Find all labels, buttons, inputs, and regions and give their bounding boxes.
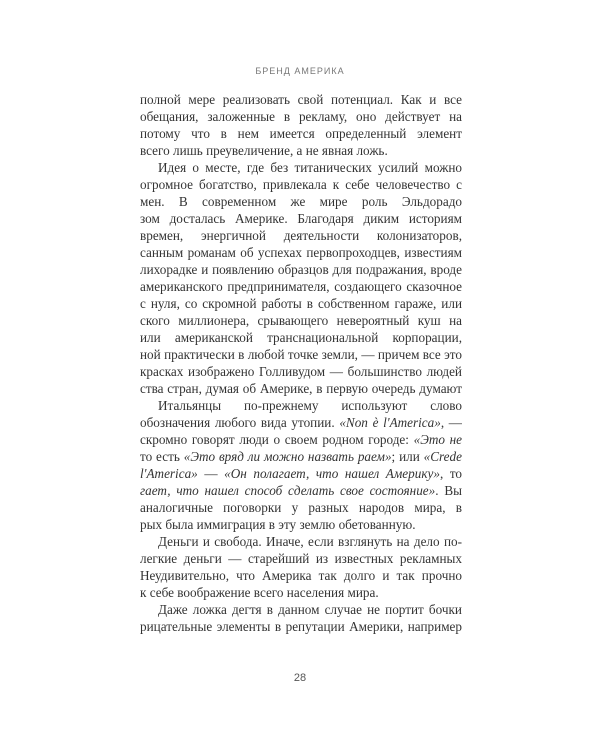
text-line bbox=[140, 159, 462, 176]
text-line bbox=[140, 244, 462, 261]
italic-quote: l'America» bbox=[140, 466, 198, 481]
text-line bbox=[140, 567, 462, 584]
text-line bbox=[140, 91, 462, 108]
text-segment: американского предпринимателя, создающего сказочное bbox=[140, 279, 462, 294]
text-segment: с нуля, со скромной работы в собственном гараже, или bbox=[140, 296, 462, 311]
text-segment: или американской транснациональной корпорации, bbox=[140, 330, 462, 345]
text-segment: ной практически в любой точке земли, — причем все это bbox=[140, 347, 462, 362]
text-segment: рицательные элементы в репутации Америки, например bbox=[140, 619, 462, 634]
text-segment: , — bbox=[440, 415, 462, 430]
text-line bbox=[140, 380, 462, 397]
text-segment: Итальянцы по-прежнему используют слово bbox=[158, 398, 462, 413]
text-line bbox=[140, 278, 462, 295]
italic-quote: «Это не bbox=[413, 432, 462, 447]
text-segment: аналогичные поговорки у разных народов мира, в bbox=[140, 500, 462, 515]
text-segment: к себе воображение всего населения мира. bbox=[140, 585, 379, 600]
text-line bbox=[140, 618, 462, 635]
italic-quote: гает, что нашел способ сделать свое состояние» bbox=[140, 483, 436, 498]
text-segment: Неудивительно, что Америка так долго и так прочно bbox=[140, 568, 462, 583]
text-line bbox=[140, 499, 462, 516]
page-number: 28 bbox=[293, 672, 307, 684]
text-segment: обещания, заложенные в рекламу, оно действует на bbox=[140, 109, 462, 124]
text-segment: санным романам об успехах первопроходцев, известиям bbox=[140, 245, 462, 260]
text-line bbox=[140, 125, 462, 142]
text-segment: ства стран, думая об Америке, в первую очередь думают bbox=[140, 381, 462, 396]
text-segment: зом досталась Америке. Благодаря диким историям bbox=[140, 211, 462, 226]
text-segment: красках изображено Голливудом — большинство людей bbox=[140, 364, 462, 379]
text-line bbox=[140, 329, 462, 346]
italic-quote: «Это вряд ли можно назвать раем» bbox=[183, 449, 392, 464]
text-line bbox=[140, 176, 462, 193]
text-line bbox=[140, 261, 462, 278]
text-line bbox=[140, 465, 462, 482]
text-line bbox=[140, 584, 462, 601]
text-segment: , то bbox=[439, 466, 462, 481]
text-line bbox=[140, 142, 462, 159]
text-segment: Идея о месте, где без титанических усилий можно bbox=[158, 160, 462, 175]
text-line bbox=[140, 193, 462, 210]
text-segment: . Вы bbox=[435, 483, 462, 498]
running-header: БРЕНД АМЕРИКА bbox=[255, 66, 345, 76]
text-segment: мен. В современном же мире роль Эльдорадо bbox=[140, 194, 462, 209]
text-line bbox=[140, 346, 462, 363]
text-line bbox=[140, 108, 462, 125]
text-segment: ского миллионера, срывающего невероятный куш на bbox=[140, 313, 462, 328]
text-line bbox=[140, 312, 462, 329]
italic-quote: «Non è l'America» bbox=[339, 415, 441, 430]
text-line bbox=[140, 482, 462, 499]
text-segment: потому что в нем имеется определенный элемент bbox=[140, 126, 462, 141]
text-line bbox=[140, 431, 462, 448]
text-segment: ; или bbox=[391, 449, 424, 464]
text-line bbox=[140, 210, 462, 227]
text-line bbox=[140, 448, 462, 465]
text-segment: огромное богатство, привлекала к себе человечество с bbox=[140, 177, 462, 192]
text-line bbox=[140, 414, 462, 431]
text-segment: обозначения любого вида утопии. bbox=[140, 415, 340, 430]
text-line bbox=[140, 550, 462, 567]
text-segment: — bbox=[197, 466, 225, 481]
text-segment: Даже ложка дегтя в данном случае не портит бочки bbox=[158, 602, 462, 617]
text-line bbox=[140, 601, 462, 618]
body-text bbox=[140, 91, 462, 635]
text-segment: полной мере реализовать свой потенциал. Как и все bbox=[140, 92, 462, 107]
text-segment: легкие деньги — старейший из известных рекламных bbox=[140, 551, 462, 566]
italic-quote: «Он полагает, что нашел Америку» bbox=[224, 466, 440, 481]
text-line bbox=[140, 295, 462, 312]
text-line bbox=[140, 533, 462, 550]
text-line bbox=[140, 397, 462, 414]
italic-quote: «Crede bbox=[423, 449, 462, 464]
text-segment: всего лишь преувеличение, а не явная ложь. bbox=[140, 143, 388, 158]
text-line bbox=[140, 363, 462, 380]
text-segment: времен, энергичной деятельности колонизаторов, bbox=[140, 228, 462, 243]
text-segment: скромно говорят люди о своем родном городе: bbox=[140, 432, 414, 447]
text-segment: рых была иммиграция в эту землю обетованную. bbox=[140, 517, 416, 532]
text-line bbox=[140, 227, 462, 244]
text-line bbox=[140, 516, 462, 533]
text-segment: лихорадке и появлению образцов для подражания, вроде bbox=[140, 262, 462, 277]
text-segment: то есть bbox=[140, 449, 184, 464]
text-segment: Деньги и свобода. Иначе, если взглянуть на дело по- bbox=[158, 534, 462, 549]
